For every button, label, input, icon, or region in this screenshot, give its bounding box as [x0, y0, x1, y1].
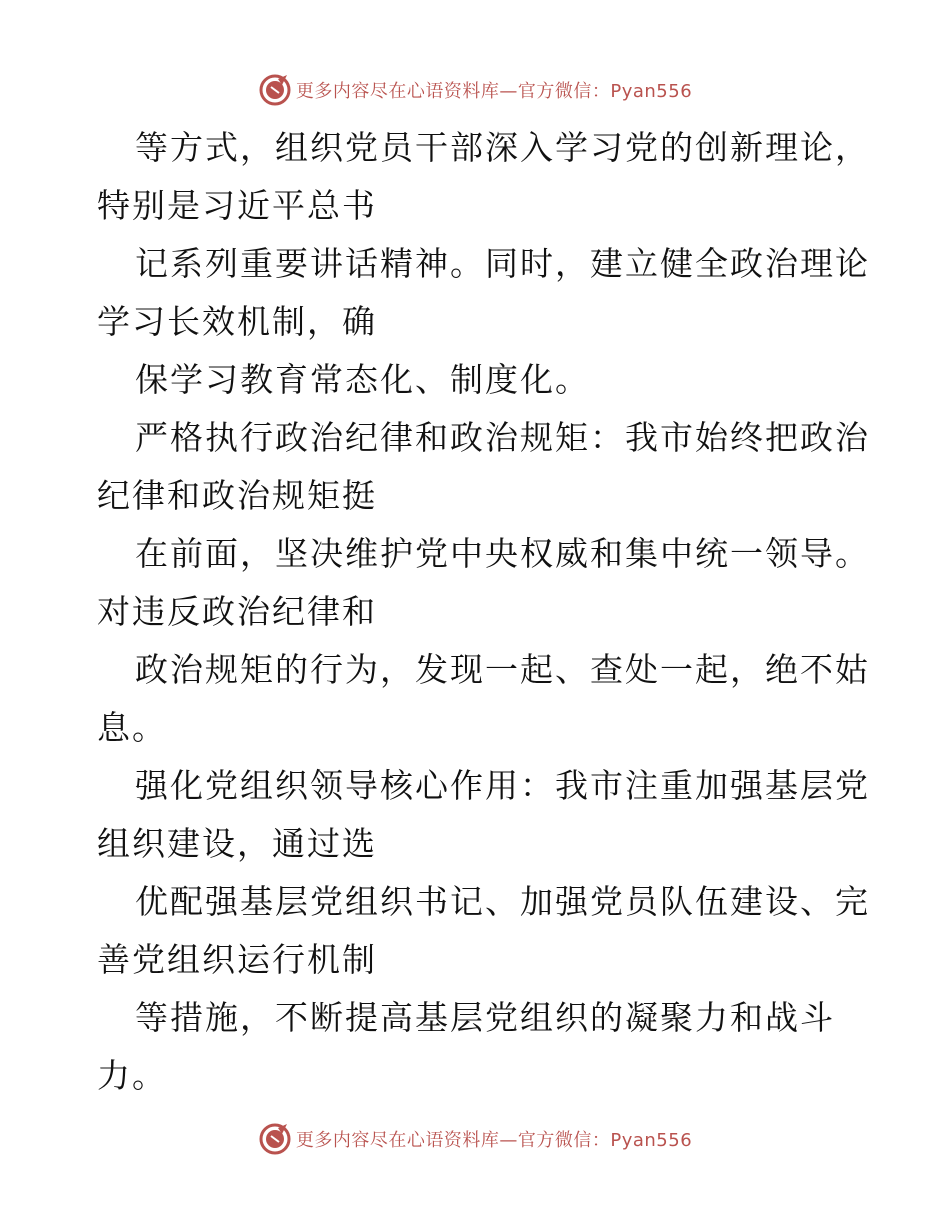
text-line: 强化党组织领导核心作用：我市注重加强基层党 [135, 766, 870, 805]
text-line: 在前面，坚决维护党中央权威和集中统一领导。 [135, 534, 870, 573]
text-line: 善党组织运行机制 [97, 940, 377, 979]
pen-logo-icon [258, 1122, 292, 1156]
watermark-text: 更多内容尽在心语资料库—官方微信：Pyan556 [295, 81, 693, 102]
text-line: 组织建设，通过选 [97, 824, 377, 863]
text-line: 力。 [97, 1056, 167, 1095]
pen-logo-icon [258, 73, 292, 107]
footer-watermark [0, 1119, 950, 1159]
text-line: 严格执行政治纪律和政治规矩：我市始终把政治 [135, 418, 870, 457]
text-line: 保学习教育常态化、制度化。 [135, 360, 590, 399]
text-line: 对违反政治纪律和 [97, 592, 377, 631]
text-line: 记系列重要讲话精神。同时，建立健全政治理论 [135, 244, 870, 283]
text-line: 等措施，不断提高基层党组织的凝聚力和战斗 [135, 998, 835, 1037]
text-line: 等方式，组织党员干部深入学习党的创新理论， [135, 128, 870, 167]
text-line: 纪律和政治规矩挺 [97, 476, 377, 515]
text-line: 特别是习近平总书 [97, 186, 377, 225]
header-watermark [0, 70, 950, 110]
text-line: 学习长效机制，确 [97, 302, 377, 341]
text-line: 息。 [97, 708, 167, 747]
text-line: 政治规矩的行为，发现一起、查处一起，绝不姑 [135, 650, 870, 689]
text-line: 优配强基层党组织书记、加强党员队伍建设、完 [135, 882, 870, 921]
watermark-text: 更多内容尽在心语资料库—官方微信：Pyan556 [295, 1130, 693, 1151]
